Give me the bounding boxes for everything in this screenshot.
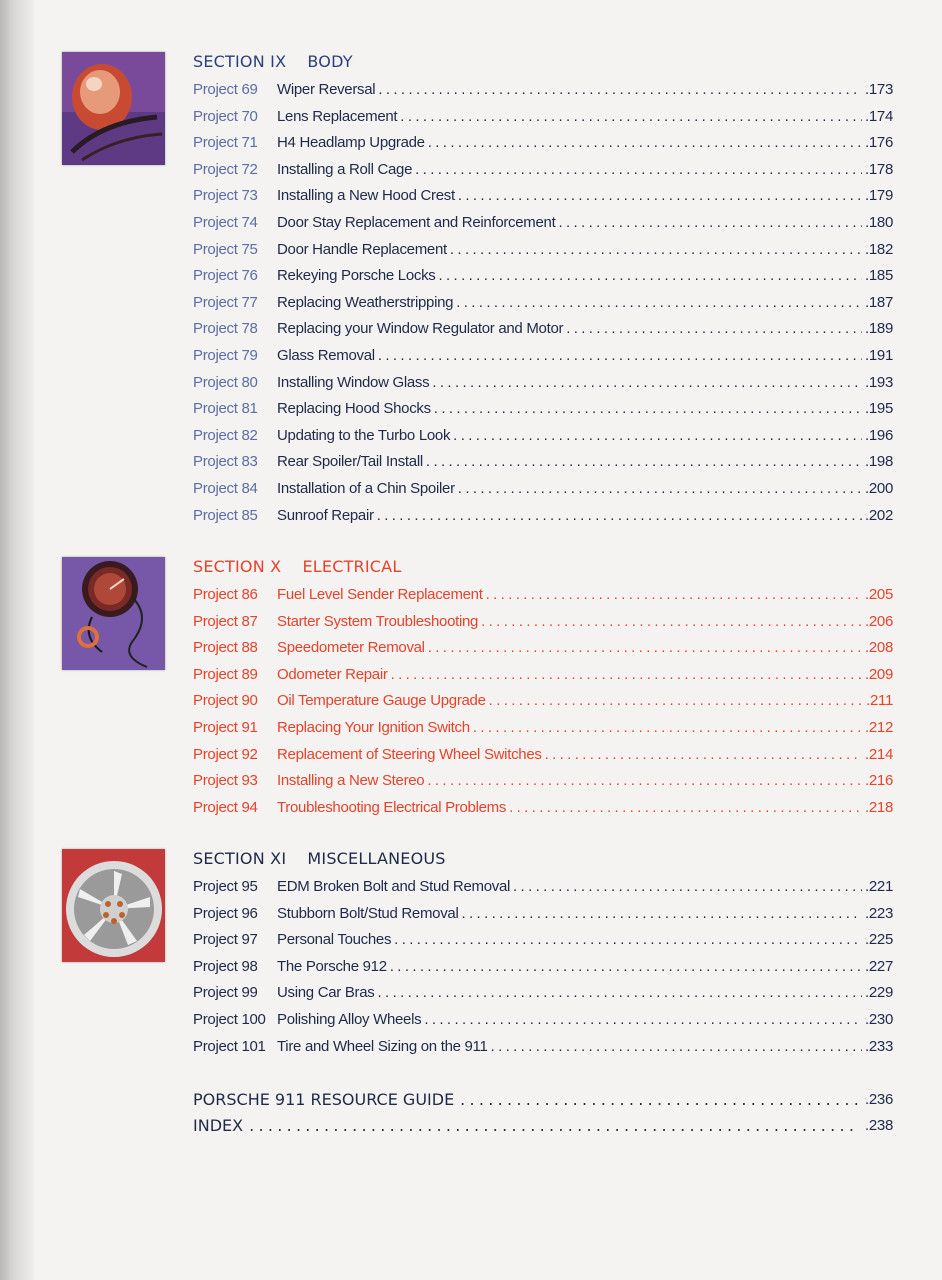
- entry-line: [277, 316, 893, 343]
- toc-entry[interactable]: [193, 742, 893, 769]
- entry-title: Troubleshooting Electrical Problems: [277, 798, 507, 816]
- leader-dots: [394, 927, 862, 954]
- entry-line: [277, 104, 893, 131]
- entry-page: .176: [865, 134, 893, 152]
- leader-dots: [450, 237, 862, 264]
- entry-title: Rekeying Porsche Locks: [277, 267, 436, 285]
- leader-dots: [458, 183, 862, 210]
- leader-dots: [491, 1034, 862, 1061]
- entry-title: Installing a New Stereo: [277, 772, 425, 790]
- toc-entry[interactable]: [193, 290, 893, 317]
- entry-title: Replacing Your Ignition Switch: [277, 718, 470, 736]
- section-title: SECTION IX BODY: [193, 52, 353, 71]
- entry-title: Lens Replacement: [277, 107, 398, 125]
- entry-page: .174: [865, 107, 893, 125]
- leader-dots: [458, 476, 862, 503]
- entry-line: [277, 476, 893, 503]
- leader-dots: [513, 874, 862, 901]
- leader-dots: [558, 210, 862, 237]
- toc-entry[interactable]: [193, 980, 893, 1007]
- toc-entry[interactable]: [193, 263, 893, 290]
- entry-title: Installing a Roll Cage: [277, 160, 413, 178]
- leader-dots: [460, 1087, 859, 1113]
- toc-entry[interactable]: [193, 635, 893, 662]
- toc-entry[interactable]: [193, 130, 893, 157]
- entry-page: .189: [865, 320, 893, 338]
- leader-dots: [481, 609, 862, 636]
- toc-entry[interactable]: [193, 768, 893, 795]
- toc-entry[interactable]: [193, 370, 893, 397]
- leader-dots: [424, 1007, 862, 1034]
- entry-line: [277, 449, 893, 476]
- entry-line: [277, 237, 893, 264]
- project-number: Project 87: [193, 612, 258, 630]
- entry-page: .200: [865, 479, 893, 497]
- project-number: Project 93: [193, 772, 258, 790]
- project-number: Project 77: [193, 293, 258, 311]
- toc-entry[interactable]: [193, 1034, 893, 1061]
- entry-page: .179: [865, 187, 893, 205]
- project-number: Project 98: [193, 957, 258, 975]
- project-number: Project 79: [193, 346, 258, 364]
- leader-dots: [486, 582, 862, 609]
- project-number: Project 83: [193, 453, 258, 471]
- index-title: INDEX: [193, 1116, 244, 1135]
- index-entry[interactable]: [193, 1113, 893, 1139]
- entry-title: Door Stay Replacement and Reinforcement: [277, 213, 556, 231]
- project-number: Project 95: [193, 878, 258, 895]
- leader-dots: [432, 370, 862, 397]
- entry-title: Replacing Hood Shocks: [277, 400, 431, 418]
- leader-dots: [426, 449, 862, 476]
- project-number: Project 94: [193, 798, 258, 816]
- entry-line: [277, 1007, 893, 1034]
- entry-line: [277, 183, 893, 210]
- entry-title: Replacing Weatherstripping: [277, 293, 454, 311]
- entry-title: Replacing your Window Regulator and Motor: [277, 320, 564, 338]
- project-number: Project 88: [193, 639, 258, 657]
- entry-line: [277, 954, 893, 981]
- project-number: Project 81: [193, 400, 258, 418]
- book-spine-shadow: [0, 0, 34, 1280]
- entry-line: [277, 874, 893, 901]
- leader-dots: [377, 503, 862, 530]
- leader-dots: [438, 263, 862, 290]
- leader-dots: [378, 77, 862, 104]
- entry-page: .230: [865, 1010, 893, 1028]
- entry-line: [277, 370, 893, 397]
- leader-dots: [509, 795, 862, 822]
- toc-entry[interactable]: [193, 715, 893, 742]
- toc-entry[interactable]: [193, 237, 893, 264]
- entry-page: .202: [865, 506, 893, 524]
- entry-page: .225: [865, 931, 893, 949]
- entry-title: Polishing Alloy Wheels: [277, 1010, 422, 1028]
- entry-title: Personal Touches: [277, 931, 392, 949]
- entry-page: .178: [865, 160, 893, 178]
- entry-line: [277, 927, 893, 954]
- project-number: Project 72: [193, 160, 258, 178]
- project-number: Project 90: [193, 692, 258, 710]
- entry-title: Wiper Reversal: [277, 81, 376, 98]
- entry-page: .221: [865, 878, 893, 895]
- toc-entry[interactable]: [193, 210, 893, 237]
- entry-page: .180: [865, 213, 893, 231]
- entry-title: H4 Headlamp Upgrade: [277, 134, 425, 152]
- project-number: Project 71: [193, 134, 258, 152]
- leader-dots: [378, 980, 863, 1007]
- entry-line: [277, 210, 893, 237]
- entry-line: [277, 715, 893, 742]
- entry-page: .187: [865, 293, 893, 311]
- leader-dots: [428, 635, 862, 662]
- entry-line: [277, 609, 893, 636]
- toc-entry[interactable]: [193, 476, 893, 503]
- resource-guide-page: .236: [865, 1091, 893, 1108]
- leader-dots: [434, 396, 862, 423]
- entry-line: [277, 1034, 893, 1061]
- leader-dots: [489, 688, 863, 715]
- entry-title: Odometer Repair: [277, 665, 388, 683]
- leader-dots: [415, 157, 862, 184]
- entry-page: .223: [865, 904, 893, 922]
- entry-line: [277, 662, 893, 689]
- toc-entry[interactable]: [193, 503, 893, 530]
- toc-entry[interactable]: [193, 795, 893, 822]
- toc-entry[interactable]: [193, 662, 893, 689]
- entry-title: Glass Removal: [277, 346, 375, 364]
- toc-entry[interactable]: [193, 396, 893, 423]
- entry-title: Oil Temperature Gauge Upgrade: [277, 692, 486, 710]
- resource-guide-title: PORSCHE 911 RESOURCE GUIDE: [193, 1090, 455, 1109]
- section-title: SECTION X ELECTRICAL: [193, 557, 402, 576]
- leader-dots: [378, 343, 862, 370]
- leader-dots: [400, 104, 862, 131]
- entry-page: .205: [865, 586, 893, 603]
- entry-title: Replacement of Steering Wheel Switches: [277, 745, 542, 763]
- entry-title: EDM Broken Bolt and Stud Removal: [277, 878, 511, 895]
- entry-line: [277, 688, 893, 715]
- leader-dots: [566, 316, 862, 343]
- leader-dots: [427, 768, 862, 795]
- entry-line: [277, 77, 893, 104]
- entry-title: Sunroof Repair: [277, 506, 374, 524]
- entry-line: [277, 130, 893, 157]
- entry-list: [193, 874, 893, 1060]
- project-number: Project 92: [193, 745, 258, 763]
- project-number: Project 78: [193, 320, 258, 338]
- section-title: SECTION XI MISCELLANEOUS: [193, 849, 446, 868]
- index-page: .238: [865, 1117, 893, 1134]
- leader-dots: [456, 290, 862, 317]
- project-number: Project 85: [193, 506, 258, 524]
- entry-page: .209: [865, 665, 893, 683]
- entry-line: [277, 980, 893, 1007]
- toc-entry[interactable]: [193, 183, 893, 210]
- entry-title: Tire and Wheel Sizing on the 911: [277, 1037, 488, 1055]
- entry-page: .185: [865, 267, 893, 285]
- project-number: Project 82: [193, 426, 258, 444]
- project-number: Project 70: [193, 107, 258, 125]
- project-number: Project 80: [193, 373, 258, 391]
- entry-title: The Porsche 912: [277, 957, 387, 975]
- entry-page: .193: [865, 373, 893, 391]
- toc-entry[interactable]: [193, 954, 893, 981]
- toc-entry[interactable]: [193, 77, 893, 104]
- entry-line: [277, 795, 893, 822]
- headlamp-photo-icon: [62, 52, 165, 165]
- project-number: Project 89: [193, 665, 258, 683]
- entry-title: Using Car Bras: [277, 984, 375, 1002]
- leader-dots: [473, 715, 862, 742]
- entry-title: Installing Window Glass: [277, 373, 430, 391]
- project-number: Project 101: [193, 1037, 266, 1055]
- entry-page: .198: [865, 453, 893, 471]
- project-number: Project 73: [193, 187, 258, 205]
- entry-line: [277, 503, 893, 530]
- toc-entry[interactable]: [193, 582, 893, 609]
- entry-title: Stubborn Bolt/Stud Removal: [277, 904, 459, 922]
- entry-list: [193, 77, 893, 529]
- leader-dots: [391, 662, 862, 689]
- entry-title: Starter System Troubleshooting: [277, 612, 479, 630]
- entry-page: .173: [865, 81, 893, 98]
- toc-entry[interactable]: [193, 423, 893, 450]
- project-number: Project 97: [193, 931, 258, 949]
- entry-list: [193, 582, 893, 821]
- entry-title: Updating to the Turbo Look: [277, 426, 451, 444]
- entry-line: [277, 635, 893, 662]
- leader-dots: [249, 1113, 859, 1139]
- project-number: Project 86: [193, 586, 258, 603]
- entry-line: [277, 582, 893, 609]
- entry-page: .212: [865, 718, 893, 736]
- entry-page: .196: [865, 426, 893, 444]
- entry-page: .208: [865, 639, 893, 657]
- entry-line: [277, 263, 893, 290]
- alloy-wheel-photo-icon: [62, 849, 165, 962]
- project-number: Project 69: [193, 81, 258, 98]
- entry-title: Door Handle Replacement: [277, 240, 447, 258]
- project-number: Project 75: [193, 240, 258, 258]
- project-number: Project 84: [193, 479, 258, 497]
- entry-title: Installation of a Chin Spoiler: [277, 479, 455, 497]
- leader-dots: [428, 130, 862, 157]
- gauge-photo-icon: [62, 557, 165, 670]
- leader-dots: [545, 742, 862, 769]
- project-number: Project 74: [193, 213, 258, 231]
- entry-page: .233: [865, 1037, 893, 1055]
- toc-entry[interactable]: [193, 927, 893, 954]
- entry-line: [277, 343, 893, 370]
- project-number: Project 76: [193, 267, 258, 285]
- project-number: Project 99: [193, 984, 258, 1002]
- entry-line: [277, 157, 893, 184]
- leader-dots: [453, 423, 862, 450]
- entry-title: Fuel Level Sender Replacement: [277, 586, 483, 603]
- toc-entry[interactable]: [193, 688, 893, 715]
- entry-page: .211: [866, 692, 893, 710]
- entry-title: Speedometer Removal: [277, 639, 425, 657]
- entry-page: .191: [865, 346, 893, 364]
- project-number: Project 91: [193, 718, 258, 736]
- entry-page: .195: [865, 400, 893, 418]
- toc-entry[interactable]: [193, 157, 893, 184]
- entry-line: [277, 290, 893, 317]
- entry-line: [277, 742, 893, 769]
- project-number: Project 100: [193, 1010, 266, 1028]
- entry-title: Installing a New Hood Crest: [277, 187, 455, 205]
- entry-line: [277, 901, 893, 928]
- entry-page: .216: [865, 772, 893, 790]
- toc-entry[interactable]: [193, 343, 893, 370]
- entry-page: .214: [865, 745, 893, 763]
- toc-entry[interactable]: [193, 449, 893, 476]
- leader-dots: [390, 954, 862, 981]
- leader-dots: [461, 901, 862, 928]
- toc-entry[interactable]: [193, 1007, 893, 1034]
- entry-line: [277, 423, 893, 450]
- entry-line: [277, 768, 893, 795]
- entry-title: Rear Spoiler/Tail Install: [277, 453, 423, 471]
- toc-entry[interactable]: [193, 609, 893, 636]
- entry-page: .227: [865, 957, 893, 975]
- toc-entry[interactable]: [193, 901, 893, 928]
- entry-page: .182: [865, 240, 893, 258]
- entry-line: [277, 396, 893, 423]
- toc-entry[interactable]: [193, 104, 893, 131]
- entry-page: .206: [865, 612, 893, 630]
- resource-guide-entry[interactable]: [193, 1087, 893, 1113]
- project-number: Project 96: [193, 904, 258, 922]
- toc-entry[interactable]: [193, 874, 893, 901]
- toc-entry[interactable]: [193, 316, 893, 343]
- entry-page: .229: [865, 984, 893, 1002]
- entry-page: .218: [865, 798, 893, 816]
